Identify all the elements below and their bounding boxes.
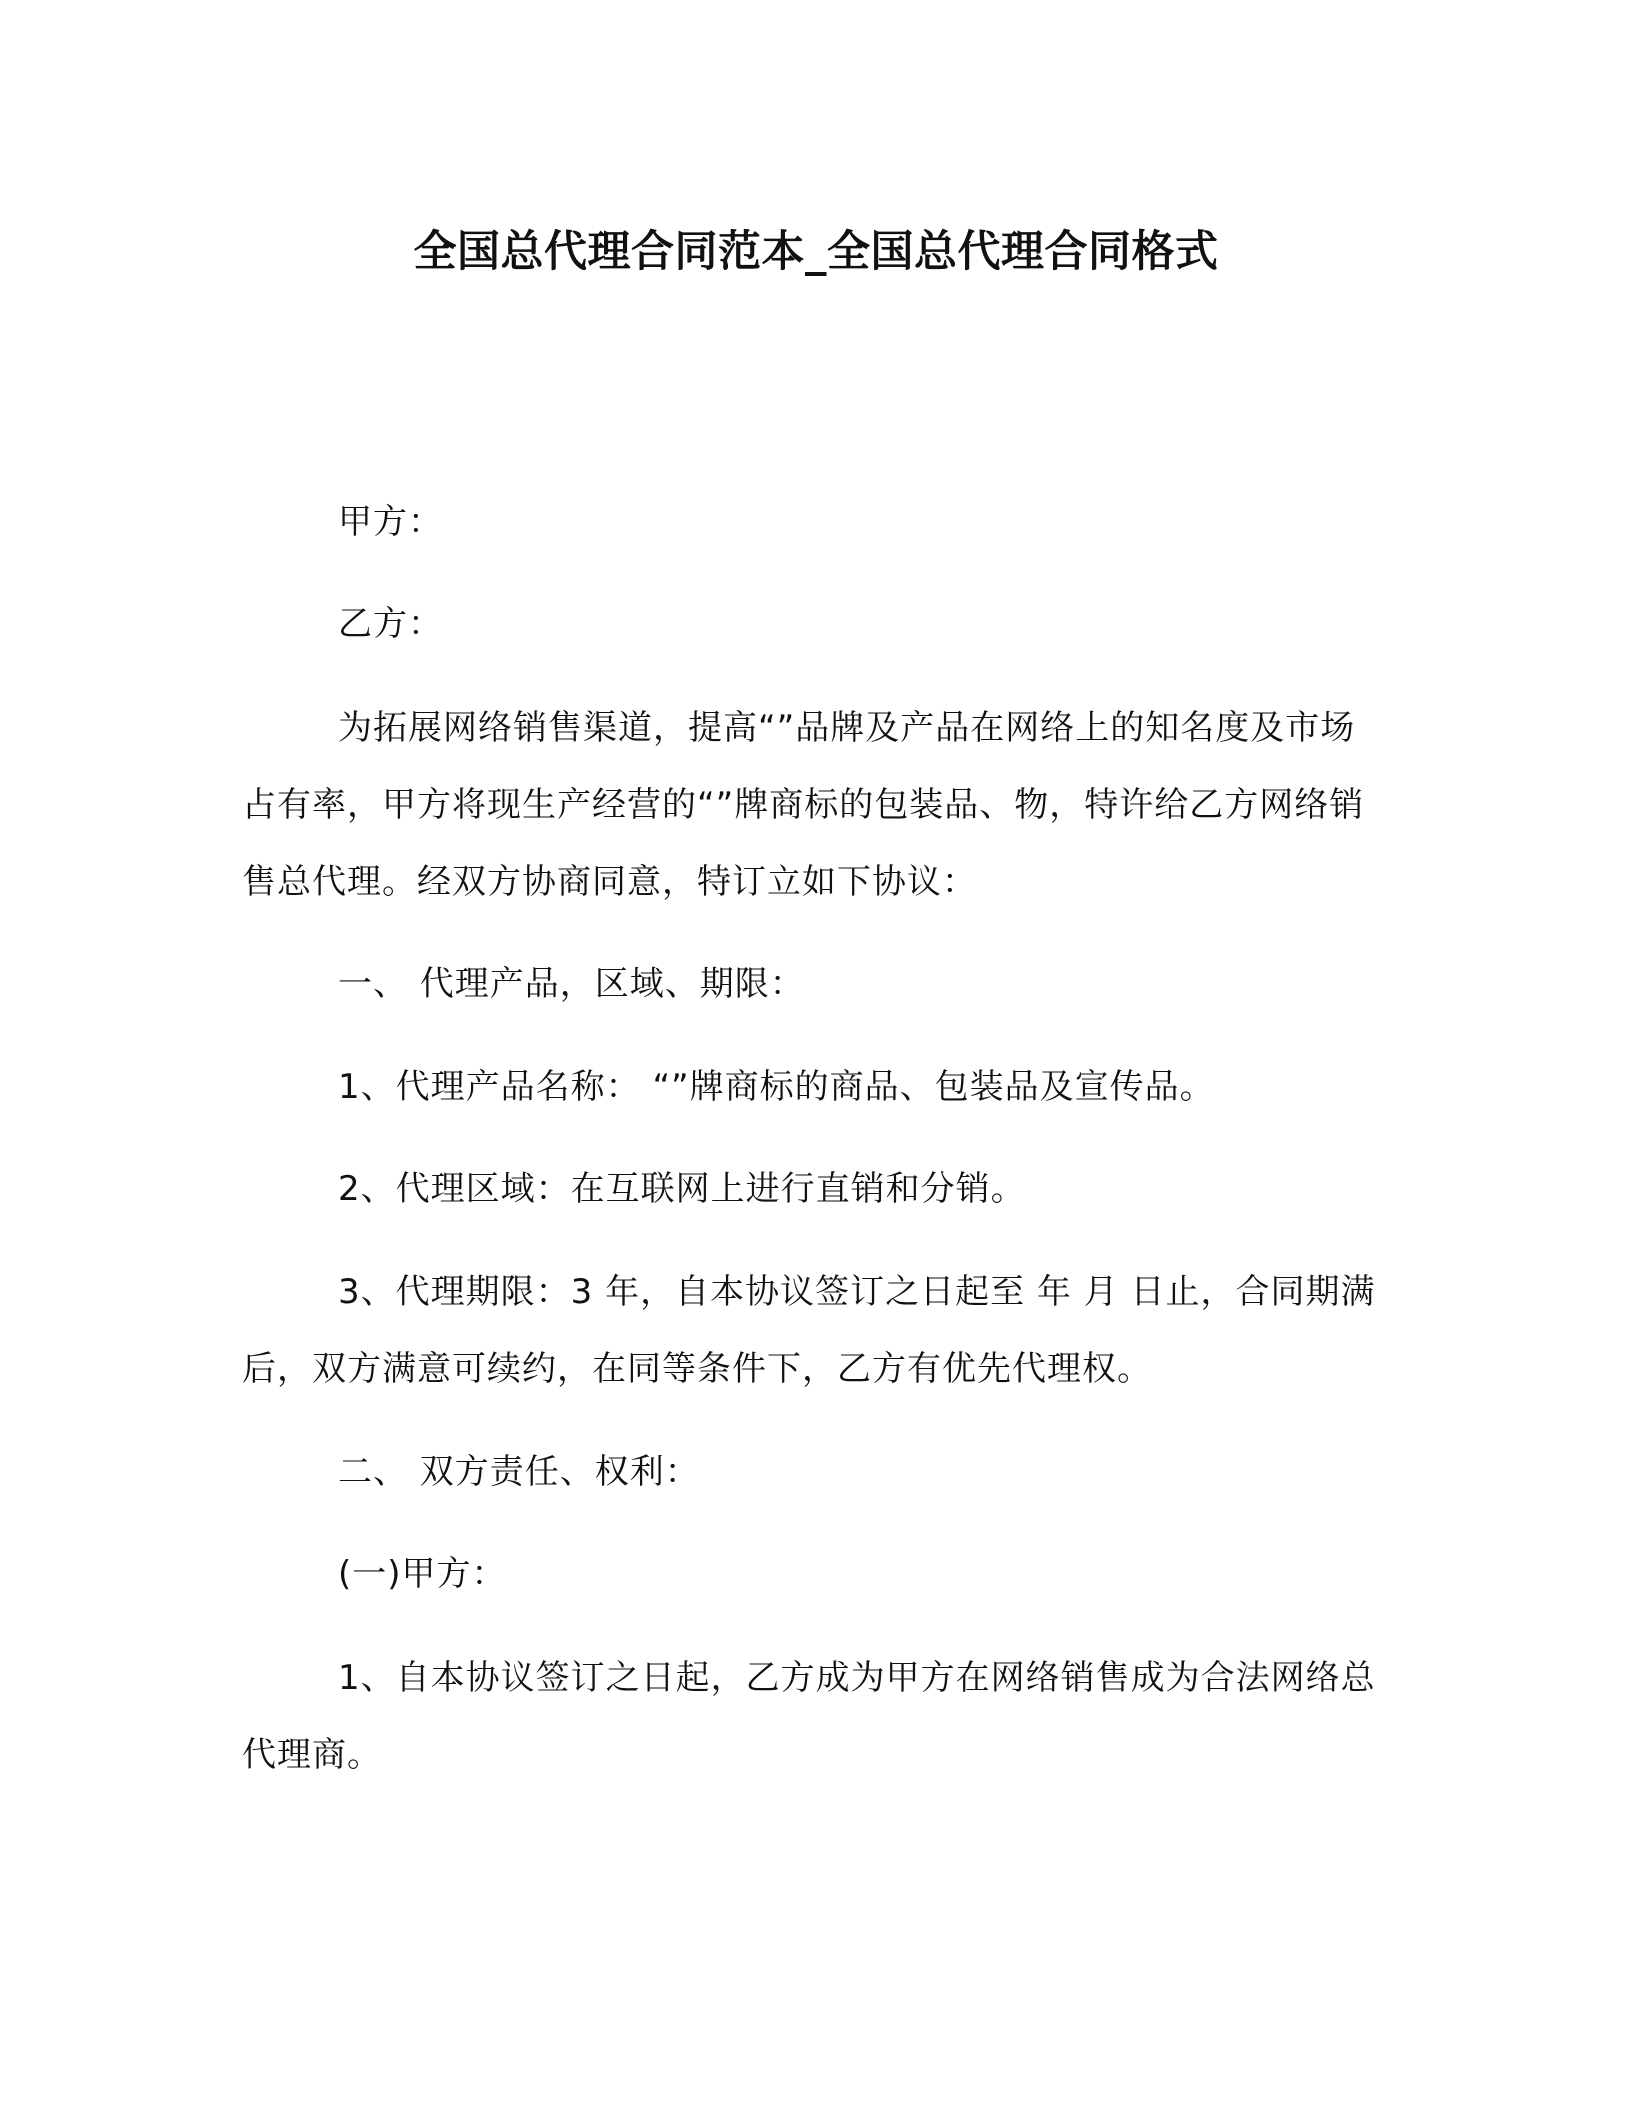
clause-1-3: 3、代理期限：3 年，自本协议签订之日起至 年 月 日止，合同期满后，双方满意可续约，在同等条件下，乙方有优先代理权。 (242, 1272, 1376, 1389)
section-heading-2: 二、 双方责任、权利： (338, 1452, 700, 1492)
clause-1-2: 2、代理区域：在互联网上进行直销和分销。 (338, 1169, 1026, 1209)
document-title: 全国总代理合同范本_全国总代理合同格式 (413, 227, 1219, 277)
party-b-line: 乙方： (338, 604, 443, 644)
party-a-line: 甲方： (338, 502, 443, 542)
subsection-party-a: (一)甲方： (338, 1554, 507, 1594)
clause-1-1: 1、代理产品名称： “”牌商标的商品、包装品及宣传品。 (338, 1067, 1215, 1107)
clause-2-1: 1、自本协议签订之日起，乙方成为甲方在网络销售成为合法网络总代理商。 (242, 1658, 1376, 1775)
preamble-paragraph: 为拓展网络销售渠道，提高“”品牌及产品在网络上的知名度及市场占有率，甲方将现生产经营的“”牌商标的包装品、物，特许给乙方网络销售总代理。经双方协商同意，特订立如下协议： (242, 708, 1365, 902)
section-heading-1: 一、 代理产品，区域、期限： (338, 964, 805, 1004)
